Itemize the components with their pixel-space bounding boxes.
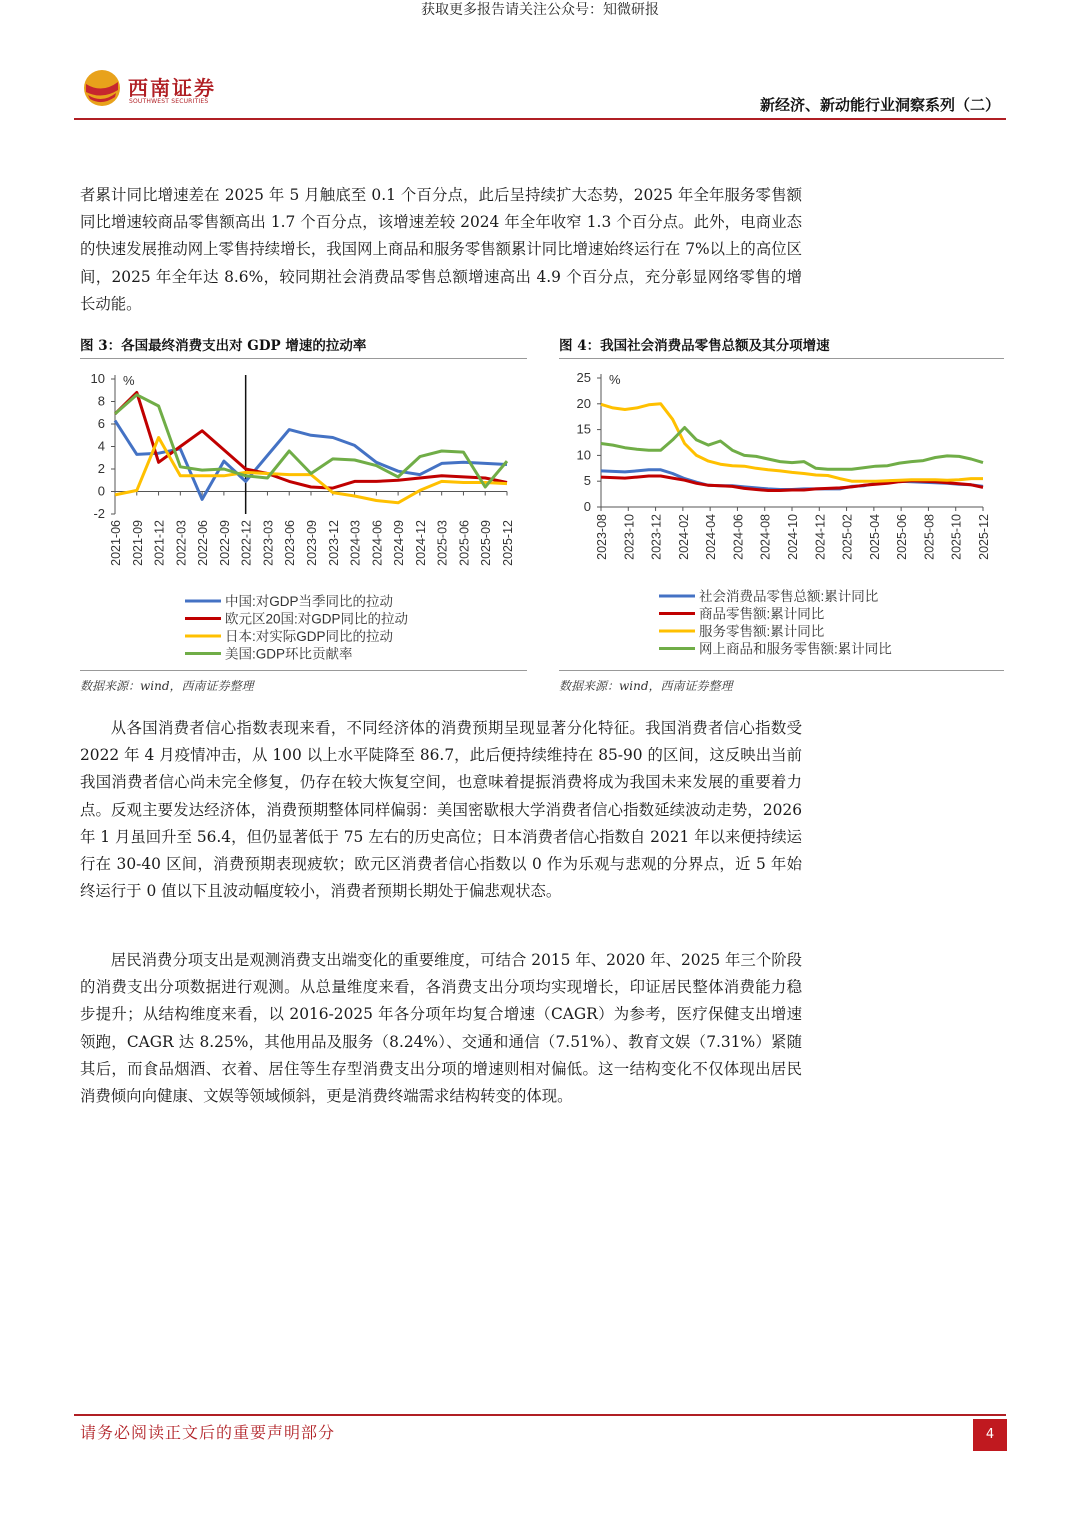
x-tick-label: 2024-10 [786, 514, 800, 560]
x-tick-label: 2025-06 [457, 520, 472, 566]
series-line [115, 395, 507, 487]
x-tick-label: 2024-06 [731, 514, 746, 560]
paragraph-3: 居民消费分项支出是观测消费支出端变化的重要维度，可结合 2015 年、2020 年、2025 年三个阶段的消费支出分项数据进行观测。从总量维度来看，各消费支出分项均实现增长，印证居民整体消费能力稳步提升；从结构维度来看，以 2016-2025 年各分项年均复合增速（CAGR）为参考，医疗保健支出增速领跑，CAGR 达 8.25%，其他用品及服务（8.24%）、交通和通信（7.51%）、教育文娱（7.31%）紧随其后，而食品烟酒、衣着、居住等生存型消费支出分项的增速则相对偏低。这一结构变化不仅体现出居民消费倾向向健康、文娱等领域倾斜，更是消费终端需求结构转变的体现。 [80, 951, 802, 1106]
figure-3-bottom-rule [80, 670, 527, 671]
x-tick-label: 2024-09 [392, 520, 407, 566]
x-tick-label: 2023-10 [622, 514, 637, 560]
y-tick-label: 4 [97, 438, 105, 454]
figure-4-title: 图 4：我国社会消费品零售总额及其分项增速 [559, 338, 830, 354]
logo-english-name: SOUTHWEST SECURITIES [129, 98, 209, 105]
paragraph-2: 从各国消费者信心指数表现来看，不同经济体的消费预期呈现显著分化特征。我国消费者信心指数受 2022 年 4 月疫情冲击，从 100 以上水平陡降至 86.7，此后便持续维持在 85-90 的区间，这反映出当前我国消费者信心尚未完全修复，仍存在较大恢复空间，也意味着提振消费将成为我国未来发展的重要着力点。反观主要发达经济体，消费预期整体同样偏弱：美国密歇根大学消费者信心指数延续波动走势，2026 年 1 月虽回升至 56.4，但仍显著低于 75 左右的历史高位；日本消费者信心指数自 2021 年以来便持续运行在 30-40 区间，消费预期表现疲软；欧元区消费者信心指数以 0 作为乐观与悲观的分界点，近 5 年始终运行于 0 值以下且波动幅度较小，消费者预期长期处于偏悲观状态。 [80, 719, 802, 901]
y-tick-label: 0 [97, 483, 105, 499]
x-tick-label: 2025-10 [949, 514, 964, 560]
y-tick-label: 0 [583, 499, 591, 514]
x-tick-label: 2025-02 [840, 514, 855, 560]
figure-4-bottom-rule [559, 670, 1004, 671]
y-tick-label: 6 [97, 416, 105, 431]
x-tick-label: 2024-12 [813, 514, 828, 560]
x-tick-label: 2023-08 [595, 514, 609, 560]
footer-divider [74, 1414, 1006, 1416]
y-tick-label: 20 [576, 395, 591, 411]
figure-3-chart [80, 362, 527, 667]
footer-disclaimer: 请务必阅读正文后的重要声明部分 [80, 1423, 336, 1442]
x-tick-label: 2023-06 [283, 520, 298, 566]
y-tick-label: 15 [576, 421, 591, 437]
x-tick-label: 2025-06 [895, 514, 910, 560]
series-line [601, 428, 983, 470]
x-tick-label: 2023-03 [261, 520, 276, 566]
y-tick-label: 8 [97, 393, 105, 409]
logo-name: 西南证券 [128, 76, 216, 100]
figure-3-top-rule [80, 358, 527, 359]
x-tick-label: 2024-04 [704, 514, 719, 560]
figure-4-top-rule [559, 358, 1004, 359]
legend-label: 服务零售额:累计同比 [699, 624, 825, 639]
header-divider [74, 118, 1006, 120]
x-tick-label: 2025-03 [435, 520, 450, 566]
legend-label: 日本:对实际GDP同比的拉动 [225, 629, 394, 644]
x-tick-label: 2025-12 [501, 520, 515, 566]
x-tick-label: 2022-09 [217, 520, 232, 566]
paragraph-1: 者累计同比增速差在 2025 年 5 月触底至 0.1 个百分点，此后呈持续扩大态势，2025 年全年服务零售额同比增速较商品零售额高出 1.7 个百分点，该增速差较 2024 年全年收窄 1.3 个百分点。此外，电商业态的快速发展推动网上零售持续增长，我国网上商品和服务零售额累计同比增速始终运行在 7%以上的高位区间，2025 年全年达 8.6%，较同期社会消费品零售总额增速高出 4.9 个百分点，充分彰显网络零售的增长动能。 [80, 186, 802, 313]
x-tick-label: 2024-02 [676, 514, 691, 560]
x-tick-label: 2024-03 [348, 520, 363, 566]
unit-label: % [123, 373, 135, 388]
company-logo [82, 66, 232, 110]
report-series-title: 新经济、新动能行业洞察系列（二） [759, 96, 1000, 114]
legend-label: 中国:对GDP当季同比的拉动 [225, 594, 394, 609]
x-tick-label: 2024-08 [758, 514, 773, 560]
figure-4-chart [559, 362, 1004, 667]
x-tick-label: 2022-12 [239, 520, 254, 566]
x-tick-label: 2022-06 [196, 520, 211, 566]
x-tick-label: 2025-12 [977, 514, 991, 560]
legend-label: 网上商品和服务零售额:累计同比 [699, 641, 892, 657]
x-tick-label: 2025-09 [479, 520, 494, 566]
legend-label: 社会消费品零售总额:累计同比 [699, 589, 879, 604]
x-tick-label: 2025-04 [867, 514, 882, 560]
x-tick-label: 2024-12 [413, 520, 428, 566]
x-tick-label: 2025-08 [922, 514, 937, 560]
top-notice: 获取更多报告请关注公众号：知微研报 [421, 2, 659, 18]
y-tick-label: 5 [583, 473, 591, 489]
legend-label: 商品零售额:累计同比 [699, 606, 825, 622]
legend-label: 欧元区20国:对GDP同比的拉动 [225, 611, 409, 627]
page-number: 4 [973, 1419, 1007, 1451]
x-tick-label: 2024-06 [370, 520, 385, 566]
x-tick-label: 2021-06 [109, 520, 123, 566]
y-tick-label: 2 [97, 461, 105, 476]
y-tick-label: -2 [93, 506, 105, 521]
logo-emblem-icon [82, 68, 122, 108]
figure-4-source: 数据来源：wind，西南证券整理 [559, 679, 733, 693]
x-tick-label: 2023-09 [305, 520, 319, 566]
y-tick-label: 10 [576, 447, 591, 463]
y-tick-label: 10 [90, 371, 105, 386]
figure-3-source: 数据来源：wind，西南证券整理 [80, 679, 254, 693]
x-tick-label: 2021-09 [130, 520, 145, 566]
unit-label: % [609, 372, 621, 387]
x-tick-label: 2023-12 [326, 520, 341, 566]
x-tick-label: 2023-12 [649, 514, 664, 560]
legend-label: 美国:GDP环比贡献率 [225, 646, 353, 662]
x-tick-label: 2021-12 [152, 520, 167, 566]
figure-3-title: 图 3：各国最终消费支出对 GDP 增速的拉动率 [80, 338, 367, 354]
y-tick-label: 25 [576, 370, 591, 385]
x-tick-label: 2022-03 [174, 520, 189, 566]
